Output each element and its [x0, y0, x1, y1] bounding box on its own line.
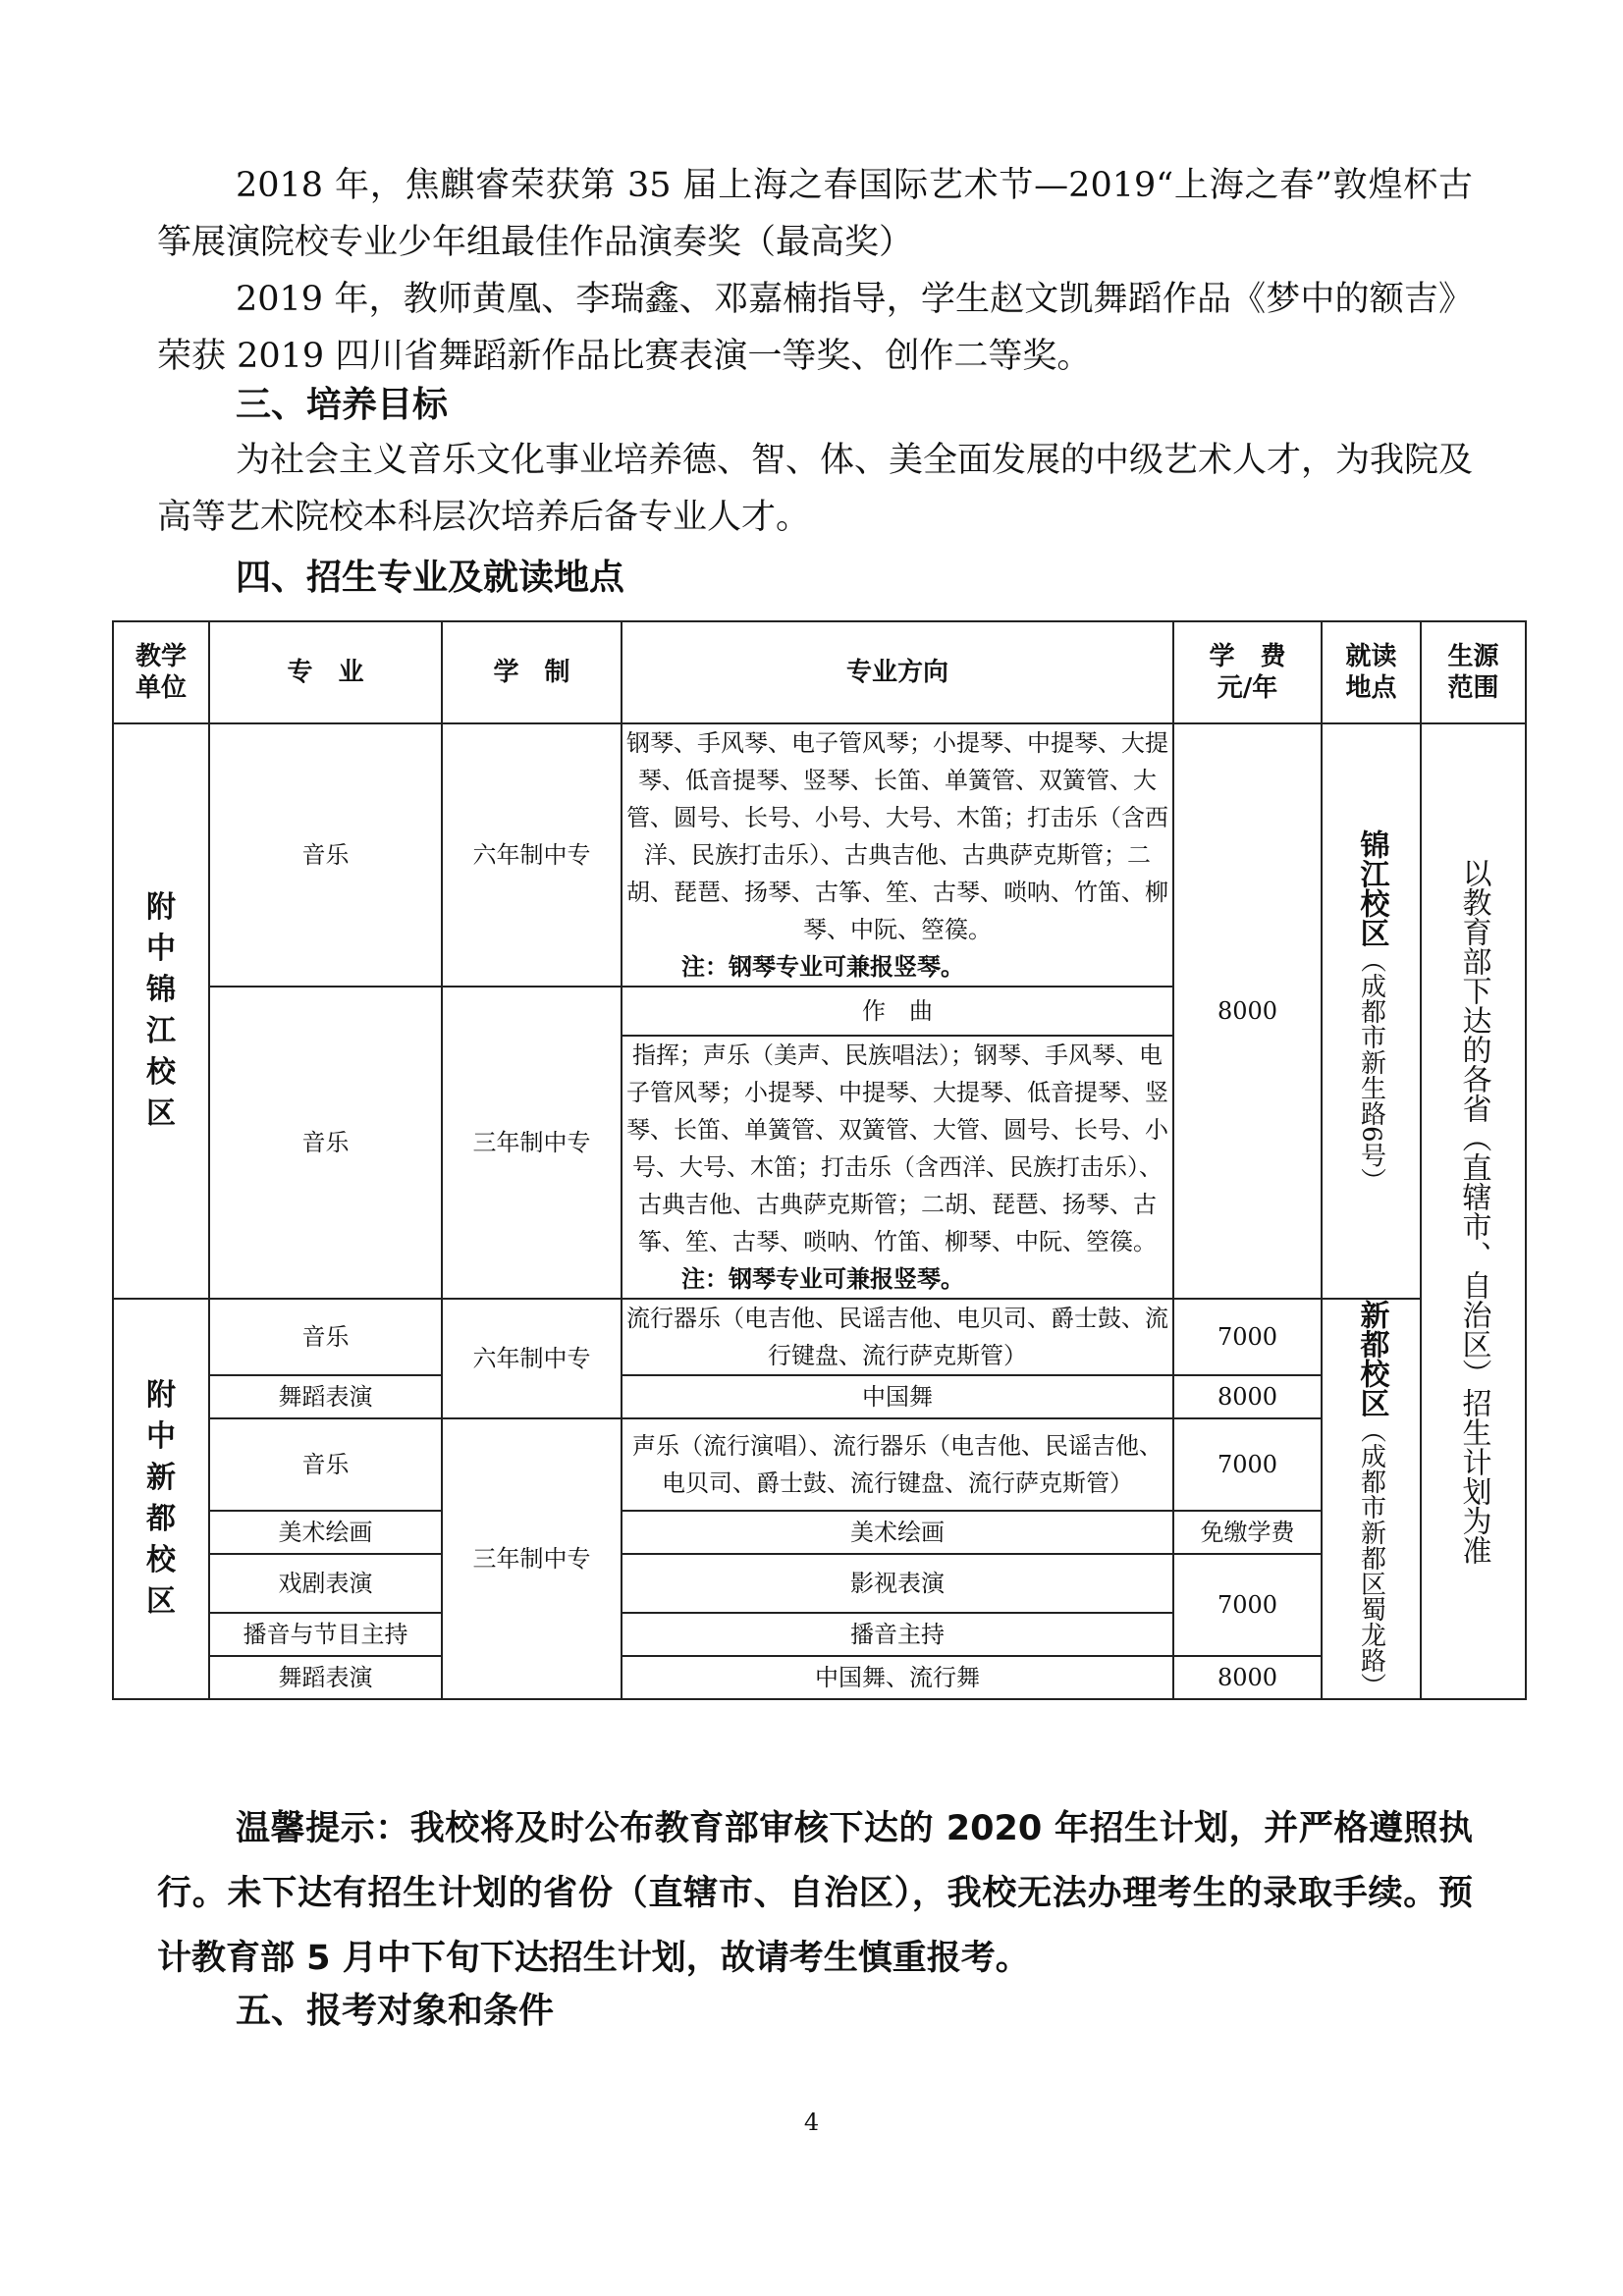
table-row — [113, 723, 1526, 987]
major-cell: 戏剧表演 — [209, 1554, 442, 1613]
page-number: 4 — [803, 2109, 820, 2136]
system-cell: 六年制中专 — [442, 1299, 622, 1418]
table-row — [113, 1299, 1526, 1375]
major-cell: 音乐 — [209, 1418, 442, 1511]
note-text: 注：钢琴专业可兼报竖琴。 — [681, 1265, 964, 1293]
table-row — [113, 1418, 1526, 1511]
heading-training-goals: 三、培养目标 — [236, 385, 449, 425]
major-cell: 播音与节目主持 — [209, 1613, 442, 1656]
unit-jinjiang: 附中锦江校区 — [113, 723, 209, 1299]
fee-cell: 7000 — [1173, 1299, 1322, 1375]
location-name: 新都校区 — [1354, 1300, 1389, 1417]
enrollment-table — [112, 620, 1527, 1700]
major-cell: 舞蹈表演 — [209, 1375, 442, 1418]
fee-cell: 免缴学费 — [1173, 1511, 1322, 1554]
location-jinjiang — [1322, 723, 1421, 1299]
major-cell: 音乐 — [209, 1299, 442, 1375]
fee-cell: 8000 — [1173, 1375, 1322, 1418]
heading-majors-locations: 四、招生专业及就读地点 — [236, 558, 625, 598]
heading-applicants: 五、报考对象和条件 — [236, 1991, 555, 2031]
award-paragraph-2018: 2018 年，焦麒睿荣获第 35 届上海之春国际艺术节—2019“上海之春”敦煌杯古筝展演院校专业少年组最佳作品演奏奖（最高奖） — [157, 166, 1473, 262]
table-row — [113, 1511, 1526, 1554]
direction-top-cell: 作 曲 — [622, 987, 1173, 1036]
system-cell: 六年制中专 — [442, 723, 622, 987]
scope-cell — [1421, 723, 1526, 1699]
fee-cell: 8000 — [1173, 1656, 1322, 1699]
major-cell: 舞蹈表演 — [209, 1656, 442, 1699]
direction-cell: 美术绘画 — [622, 1511, 1173, 1554]
direction-cell — [622, 1036, 1173, 1299]
direction-cell: 流行器乐（电吉他、民谣吉他、电贝司、爵士鼓、流行键盘、流行萨克斯管） — [622, 1299, 1173, 1375]
header-major: 专 业 — [209, 621, 442, 723]
warm-tip-paragraph: 温馨提示：我校将及时公布教育部审核下达的 2020 年招生计划，并严格遵照执行。未下达有招生计划的省份（直辖市、自治区），我校无法办理考生的录取手续。预计教育部 5 月中下旬下达招生计划，故请考生慎重报考。 — [157, 1809, 1473, 1978]
system-cell: 三年制中专 — [442, 1418, 622, 1699]
direction-cell: 影视表演 — [622, 1554, 1173, 1613]
major-cell: 音乐 — [209, 723, 442, 987]
award-paragraph-2019: 2019 年，教师黄凰、李瑞鑫、邓嘉楠指导，学生赵文凯舞蹈作品《梦中的额吉》荣获 2019 四川省舞蹈新作品比赛表演一等奖、创作二等奖。 — [157, 280, 1473, 376]
header-fee: 学 费元/年 — [1173, 621, 1322, 723]
location-address: （成都市新生路6号） — [1356, 946, 1386, 1194]
fee-cell: 7000 — [1173, 1418, 1322, 1511]
location-name: 锦江校区 — [1354, 828, 1389, 947]
header-unit: 教学单位 — [113, 621, 209, 723]
fee-cell: 8000 — [1173, 723, 1322, 1299]
major-cell: 音乐 — [209, 987, 442, 1299]
location-address: （成都市新都区蜀龙路） — [1356, 1417, 1386, 1698]
direction-cell: 中国舞 — [622, 1375, 1173, 1418]
header-scope: 生源范围 — [1421, 621, 1526, 723]
header-direction: 专业方向 — [622, 621, 1173, 723]
location-xindu — [1322, 1299, 1421, 1699]
table-row — [113, 1375, 1526, 1418]
unit-xindu: 附中新都校区 — [113, 1299, 209, 1699]
header-location: 就读地点 — [1322, 621, 1421, 723]
direction-text: 指挥；声乐（美声、民族唱法）；钢琴、手风琴、电子管风琴；小提琴、中提琴、大提琴、低音提琴、竖琴、长笛、单簧管、双簧管、大管、圆号、长号、小号、大号、木笛；打击乐（含西洋、民族打击乐）、古典吉他、古典萨克斯管；二胡、琵琶、扬琴、古筝、笙、古琴、唢呐、竹笛、柳琴、中阮、箜篌。 — [626, 1041, 1168, 1255]
training-goals-paragraph: 为社会主义音乐文化事业培养德、智、体、美全面发展的中级艺术人才，为我院及高等艺术院校本科层次培养后备专业人才。 — [157, 441, 1474, 537]
fee-cell: 7000 — [1173, 1554, 1322, 1656]
major-cell: 美术绘画 — [209, 1511, 442, 1554]
direction-cell: 中国舞、流行舞 — [622, 1656, 1173, 1699]
note-text: 注：钢琴专业可兼报竖琴。 — [681, 953, 964, 981]
direction-text: 钢琴、手风琴、电子管风琴；小提琴、中提琴、大提琴、低音提琴、竖琴、长笛、单簧管、双簧管、大管、圆号、长号、小号、大号、木笛；打击乐（含西洋、民族打击乐）、古典吉他、古典萨克斯管；二胡、琵琶、扬琴、古筝、笙、古琴、唢呐、竹笛、柳琴、中阮、箜篌。 — [626, 729, 1168, 943]
table-row — [113, 1656, 1526, 1699]
header-system: 学 制 — [442, 621, 622, 723]
direction-cell: 播音主持 — [622, 1613, 1173, 1656]
system-cell: 三年制中专 — [442, 987, 622, 1299]
scope-text: 以教育部下达的各省（直辖市、自治区）招生计划为准 — [1456, 858, 1491, 1565]
table-row — [113, 1554, 1526, 1613]
direction-cell — [622, 723, 1173, 987]
table-header-row — [113, 621, 1526, 723]
direction-cell: 声乐（流行演唱）、流行器乐（电吉他、民谣吉他、电贝司、爵士鼓、流行键盘、流行萨克斯管） — [622, 1418, 1173, 1511]
